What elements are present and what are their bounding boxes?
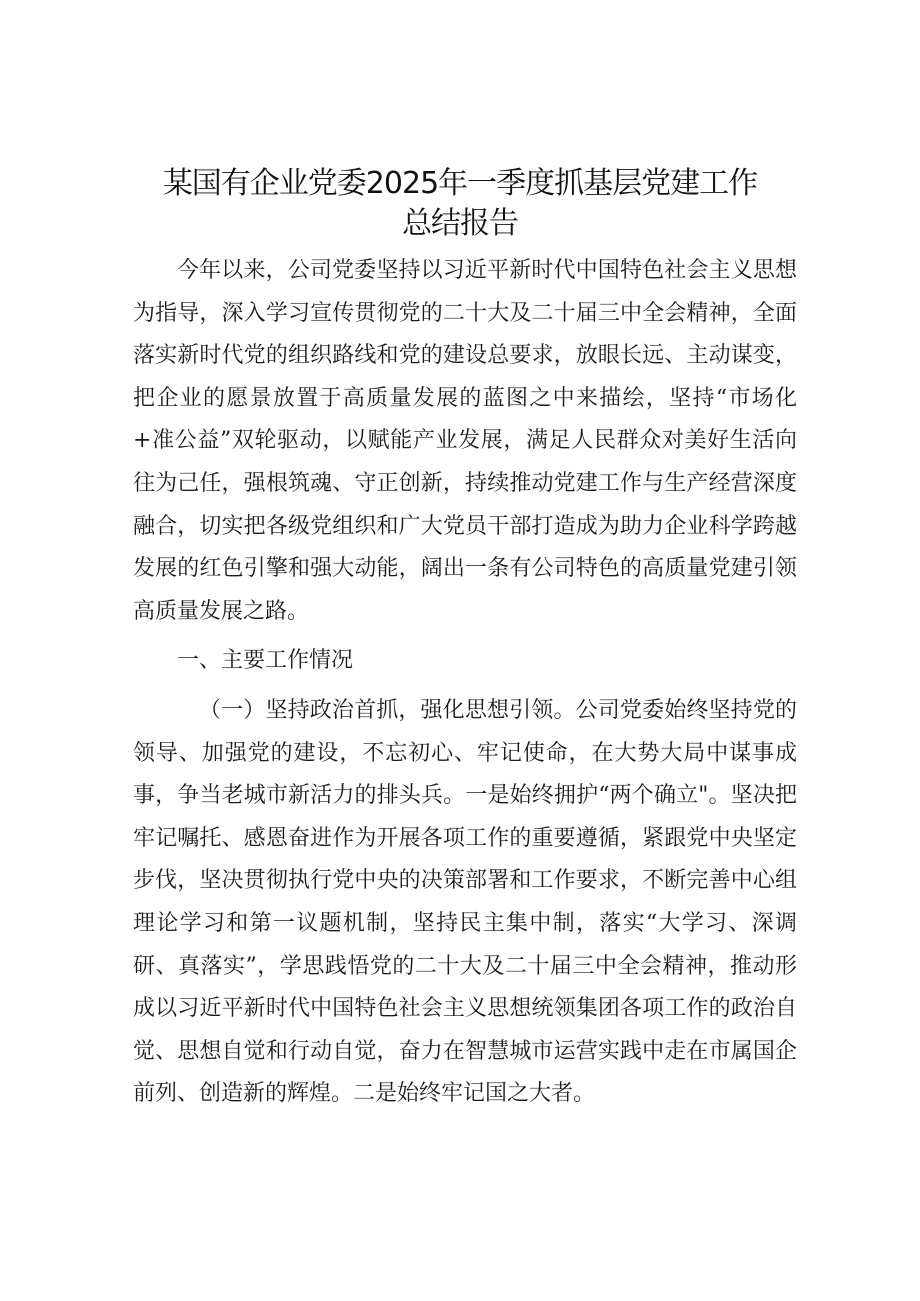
intro-paragraph: 今年以来，公司党委坚持以习近平新时代中国特色社会主义思想为指导，深入学习宣传贯彻党的二十大及二十届三中全会精神，全面落实新时代党的组织路线和党的建设总要求，放眼长远、主动谋变，把企业的愿景放置于高质量发展的蓝图之中来描绘，坚持“市场化+准公益”双轮驱动，以赋能产业发展，满足人民群众对美好生活向往为己任，强根筑魂、守正创新，持续推动党建工作与生产经营深度融合，切实把各级党组织和广大党员干部打造成为助力企业科学跨越发展的红色引擎和强大动能，阔出一条有公司特色的高质量党建引领高质量发展之路。: [133, 258, 797, 624]
document-title: [0, 164, 920, 244]
intro-paragraph-block: [133, 250, 797, 633]
section-heading-main-work: [133, 640, 841, 683]
heading-text: 一、主要工作情况: [177, 648, 354, 673]
title-line-2: 总结报告: [402, 206, 518, 241]
section-1-paragraph-block: [133, 690, 797, 1116]
title-line-1: 某国有企业党委2025年一季度抓基层党建工作: [162, 166, 758, 201]
section-1-paragraph: （一）坚持政治首抓，强化思想引领。公司党委始终坚持党的领导、加强党的建设，不忘初心、牢记使命，在大势大局中谋事成事，争当老城市新活力的排头兵。一是始终拥护“两个确立"。坚决把牢记嘱托、感恩奋进作为开展各项工作的重要遵循，紧跟党中央坚定步伐，坚决贯彻执行党中央的决策部署和工作要求，不断完善中心组理论学习和第一议题机制，坚持民主集中制，落实“大学习、深调研、真落实”，学思践悟党的二十大及二十届三中全会精神，推动形成以习近平新时代中国特色社会主义思想统领集团各项工作的政治自觉、思想自觉和行动自觉，奋力在智慧城市运营实践中走在市属国企前列、创造新的辉煌。二是始终牢记国之大者。: [133, 698, 797, 1107]
